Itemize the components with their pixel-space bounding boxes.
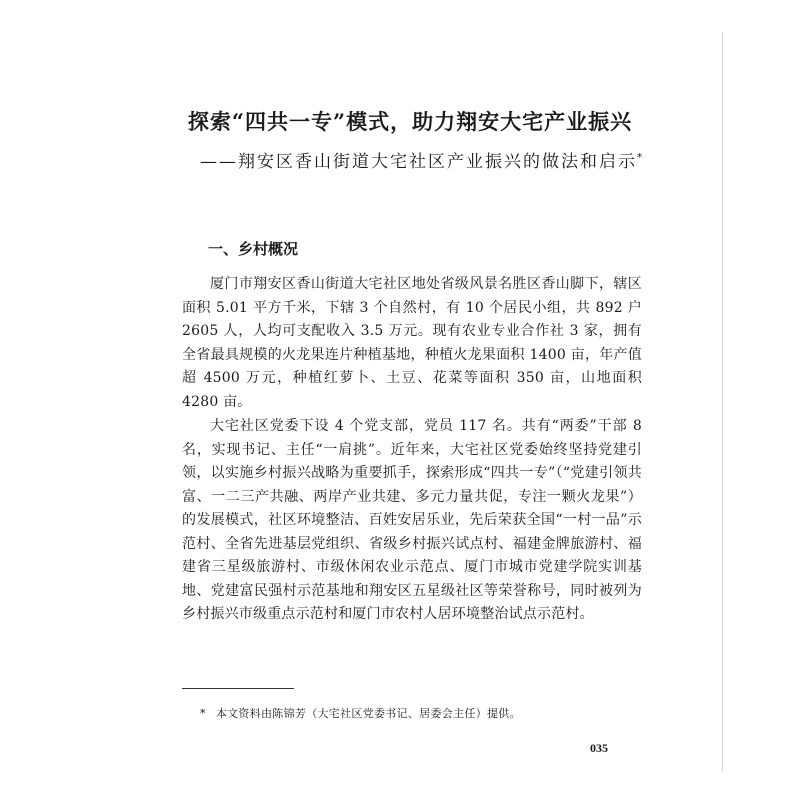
subtitle-text: ——翔安区香山街道大宅社区产业振兴的做法和启示 (200, 152, 637, 172)
footnote-text: 本文资料由陈锦芳（大宅社区党委书记、居委会主任）提供。 (215, 707, 521, 720)
paragraph-text: 大宅社区党委下设 4 个党支部，党员 117 名。共有“两委”干部 8 名，实现书记、主任“一肩挑”。近年来，大宅社区党委始终坚持党建引领，以实施乡村振兴战略为重要抓手，探索形成“四共一专”（“党建引领共富、一二三产共融、两岸产业共建、多元力量共促，专注一颗火龙果”）的发展模式，社区环境整洁、百姓安居乐业，先后荣获全国“一村一品”示范村、全省先进基层党组织、省级乡村振兴试点村、福建金牌旅游村、福建省三星级旅游村、市级休闲农业示范点、厦门市城市党建学院实训基地、党建富民强村示范基地和翔安区五星级社区等荣誉称号，同时被列为乡村振兴市级重点示范村和厦门市农村人居环境整治试点示范村。 (182, 418, 642, 622)
article-subtitle (200, 147, 640, 172)
body-paragraph-1 (182, 273, 642, 414)
page-number: 035 (590, 741, 608, 755)
body-paragraph-2 (182, 415, 642, 627)
footnote (200, 705, 521, 721)
article-title: 探索“四共一专”模式，助力翔安大宅产业振兴 (187, 109, 633, 134)
footnote-divider (182, 688, 294, 689)
subtitle-footnote-marker: * (637, 152, 642, 164)
paragraph-text: 厦门市翔安区香山街道大宅社区地处省级风景名胜区香山脚下，辖区面积 5.01 平方千米，下辖 3 个自然村，有 10 个居民小组，共 892 户 2605 人，人均可支配收入 3.5 万元。现有农业专业合作社 3 家，拥有全省最具规模的火龙果连片种植基地，种植火龙果面积 1400 亩，年产值超 4500 万元，种植红萝卜、土豆、花菜等面积 350 亩，山地面积 4280 亩。 (182, 276, 642, 410)
page-edge-line (722, 32, 723, 772)
footnote-marker: * (200, 707, 206, 720)
section-heading: 一、乡村概况 (208, 240, 299, 258)
